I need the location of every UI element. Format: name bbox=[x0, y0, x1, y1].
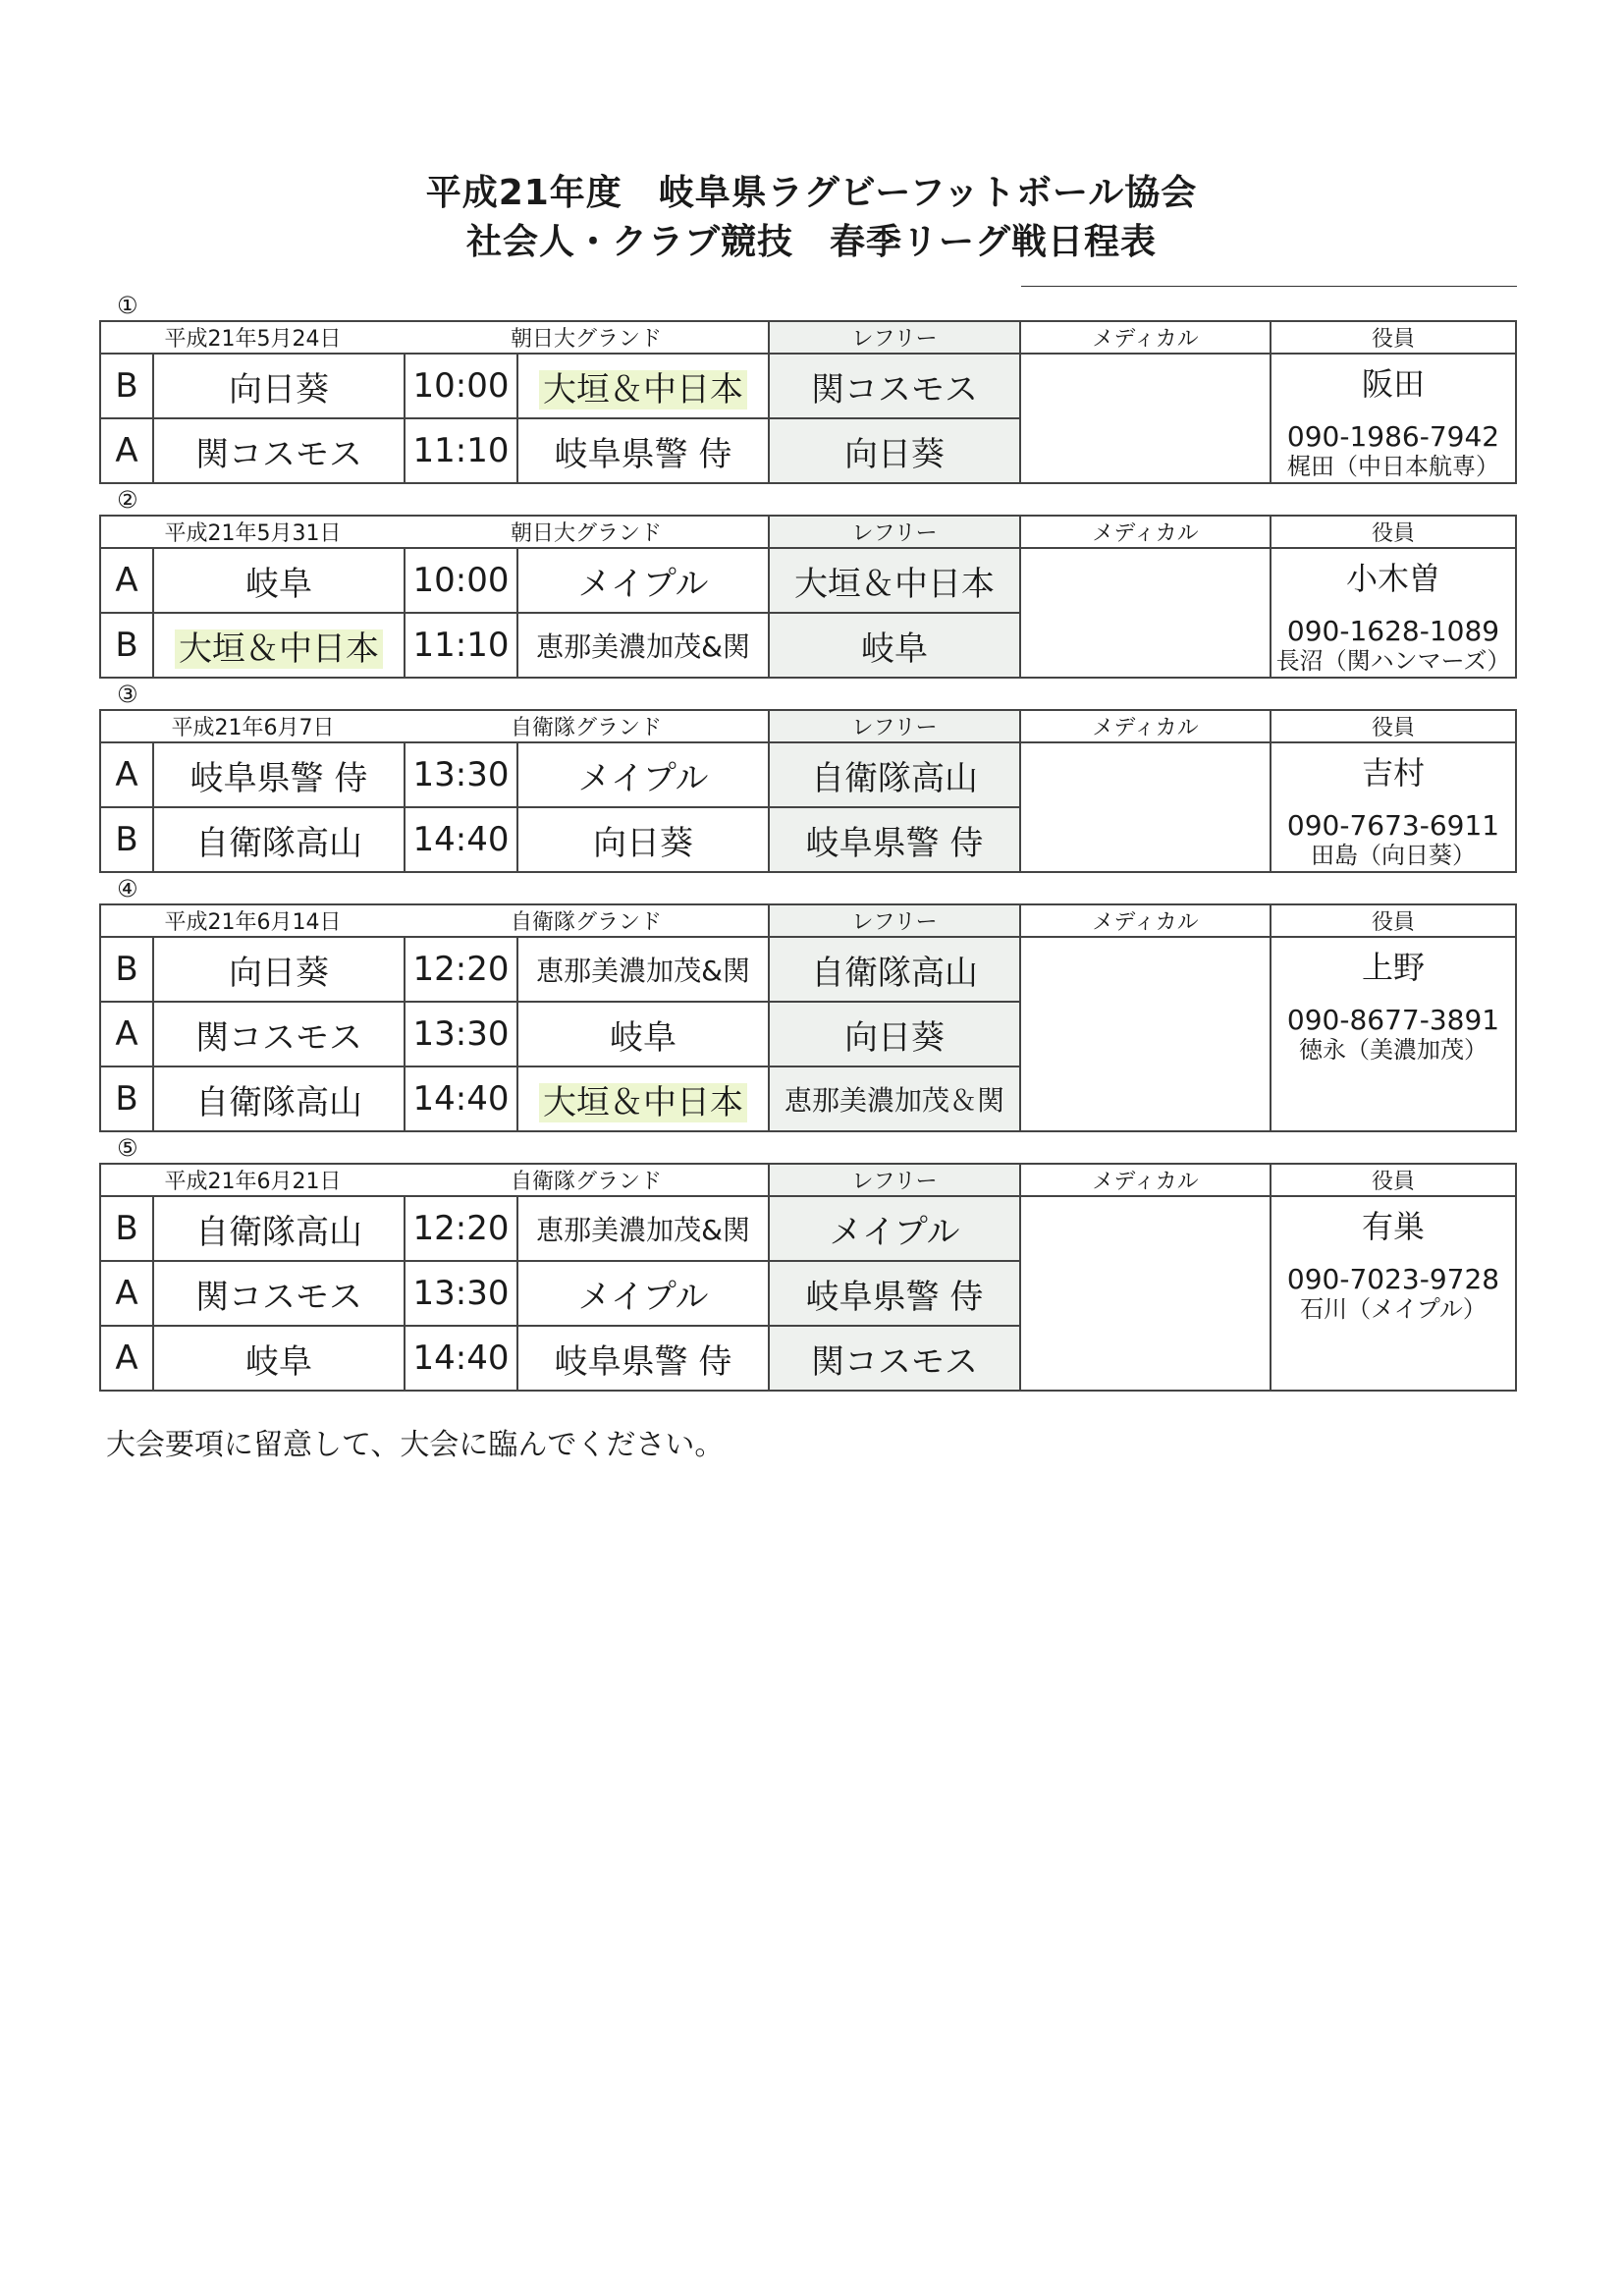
home-team: 関コスモス bbox=[153, 1002, 405, 1066]
division: B bbox=[100, 807, 153, 872]
officer-name: 上野 bbox=[1362, 949, 1426, 986]
referee-team: 向日葵 bbox=[769, 1002, 1020, 1066]
division: B bbox=[100, 937, 153, 1002]
kickoff-time: 12:20 bbox=[405, 937, 517, 1002]
venue: 自衛隊グランド bbox=[405, 710, 769, 742]
header-row bbox=[100, 321, 1516, 354]
officer-header: 役員 bbox=[1271, 904, 1516, 937]
match-row bbox=[100, 1196, 1516, 1261]
referee-header: レフリー bbox=[769, 516, 1020, 548]
officer-phone: 090-8677-3891 bbox=[1286, 1004, 1500, 1036]
referee-header: レフリー bbox=[769, 1164, 1020, 1196]
kickoff-time: 13:30 bbox=[405, 1002, 517, 1066]
round-number: ② bbox=[117, 486, 138, 514]
kickoff-time: 13:30 bbox=[405, 1261, 517, 1326]
match-date: 平成21年6月14日 bbox=[100, 904, 405, 937]
division: A bbox=[100, 1261, 153, 1326]
home-team: 関コスモス bbox=[153, 1261, 405, 1326]
officer-name: 吉村 bbox=[1362, 754, 1426, 792]
kickoff-time: 14:40 bbox=[405, 1326, 517, 1391]
division: A bbox=[100, 1002, 153, 1066]
officer-note: 田島（向日葵） bbox=[1311, 842, 1477, 869]
kickoff-time: 12:20 bbox=[405, 1196, 517, 1261]
round-number: ① bbox=[117, 292, 138, 319]
medical-header: メディカル bbox=[1020, 710, 1271, 742]
officer-note: 徳永（美濃加茂） bbox=[1299, 1036, 1488, 1064]
away-team: 向日葵 bbox=[517, 807, 769, 872]
referee-team: 岐阜県警 侍 bbox=[769, 807, 1020, 872]
home-team-label: 大垣＆中日本 bbox=[175, 629, 383, 669]
footer-note: 大会要項に留意して、大会に臨んでください。 bbox=[106, 1428, 725, 1462]
home-team: 岐阜 bbox=[153, 548, 405, 613]
away-team: メイプル bbox=[517, 548, 769, 613]
medical-cell bbox=[1020, 548, 1271, 678]
referee-team: 岐阜県警 侍 bbox=[769, 1261, 1020, 1326]
officer-header: 役員 bbox=[1271, 516, 1516, 548]
referee-team: 関コスモス bbox=[769, 1326, 1020, 1391]
away-team: 岐阜県警 侍 bbox=[517, 1326, 769, 1391]
kickoff-time: 13:30 bbox=[405, 742, 517, 807]
referee-team: 岐阜 bbox=[769, 613, 1020, 678]
away-team: 岐阜 bbox=[517, 1002, 769, 1066]
referee-team: 大垣＆中日本 bbox=[769, 548, 1020, 613]
match-row bbox=[100, 354, 1516, 418]
division: A bbox=[100, 548, 153, 613]
page-title: 平成21年度 岐阜県ラグビーフットボール協会 bbox=[425, 173, 1198, 213]
home-team: 向日葵 bbox=[153, 354, 405, 418]
away-team: メイプル bbox=[517, 742, 769, 807]
medical-cell bbox=[1020, 354, 1271, 483]
officer-phone: 090-7023-9728 bbox=[1286, 1263, 1500, 1295]
referee-header: レフリー bbox=[769, 904, 1020, 937]
away-team bbox=[517, 1066, 769, 1131]
away-team: 恵那美濃加茂&関 bbox=[517, 937, 769, 1002]
referee-header: レフリー bbox=[769, 710, 1020, 742]
officer-header: 役員 bbox=[1271, 321, 1516, 354]
kickoff-time: 11:10 bbox=[405, 418, 517, 483]
officer-note: 長沼（関ハンマーズ） bbox=[1275, 647, 1511, 675]
away-team-label: 大垣＆中日本 bbox=[539, 370, 747, 410]
kickoff-time: 10:00 bbox=[405, 354, 517, 418]
away-team: 恵那美濃加茂&関 bbox=[517, 613, 769, 678]
schedule-table bbox=[99, 1163, 1517, 1392]
officer-header: 役員 bbox=[1271, 710, 1516, 742]
officer-name: 有巣 bbox=[1362, 1208, 1426, 1245]
kickoff-time: 14:40 bbox=[405, 1066, 517, 1131]
venue: 朝日大グランド bbox=[405, 516, 769, 548]
home-team: 自衛隊高山 bbox=[153, 1196, 405, 1261]
officer-note: 梶田（中日本航専） bbox=[1287, 453, 1500, 480]
away-team: 恵那美濃加茂&関 bbox=[517, 1196, 769, 1261]
schedule-table bbox=[99, 320, 1517, 484]
officer-phone: 090-1986-7942 bbox=[1286, 420, 1500, 453]
officer-cell bbox=[1271, 937, 1516, 1131]
division: B bbox=[100, 613, 153, 678]
home-team: 自衛隊高山 bbox=[153, 807, 405, 872]
referee-team: メイプル bbox=[769, 1196, 1020, 1261]
page-subtitle: 社会人・クラブ競技 春季リーグ戦日程表 bbox=[465, 222, 1157, 262]
medical-cell bbox=[1020, 742, 1271, 872]
medical-header: メディカル bbox=[1020, 516, 1271, 548]
header-row bbox=[100, 1164, 1516, 1196]
officer-cell bbox=[1271, 354, 1516, 483]
match-date: 平成21年6月7日 bbox=[100, 710, 405, 742]
referee-team: 自衛隊高山 bbox=[769, 937, 1020, 1002]
home-team: 岐阜 bbox=[153, 1326, 405, 1391]
kickoff-time: 10:00 bbox=[405, 548, 517, 613]
division: B bbox=[100, 1196, 153, 1261]
away-team: メイプル bbox=[517, 1261, 769, 1326]
header-row bbox=[100, 904, 1516, 937]
venue: 自衛隊グランド bbox=[405, 904, 769, 937]
home-team bbox=[153, 613, 405, 678]
venue: 朝日大グランド bbox=[405, 321, 769, 354]
medical-header: メディカル bbox=[1020, 904, 1271, 937]
referee-team: 自衛隊高山 bbox=[769, 742, 1020, 807]
referee-header: レフリー bbox=[769, 321, 1020, 354]
home-team: 関コスモス bbox=[153, 418, 405, 483]
officer-header: 役員 bbox=[1271, 1164, 1516, 1196]
match-date: 平成21年6月21日 bbox=[100, 1164, 405, 1196]
schedule-table bbox=[99, 515, 1517, 679]
officer-phone: 090-7673-6911 bbox=[1286, 809, 1500, 842]
match-row bbox=[100, 548, 1516, 613]
match-row bbox=[100, 937, 1516, 1002]
signature-line bbox=[1021, 286, 1517, 287]
schedule-table bbox=[99, 903, 1517, 1132]
schedule-table bbox=[99, 709, 1517, 873]
header-row bbox=[100, 516, 1516, 548]
referee-team: 向日葵 bbox=[769, 418, 1020, 483]
officer-name: 阪田 bbox=[1362, 365, 1426, 403]
venue: 自衛隊グランド bbox=[405, 1164, 769, 1196]
division: B bbox=[100, 354, 153, 418]
referee-team: 恵那美濃加茂＆関 bbox=[769, 1066, 1020, 1131]
division: A bbox=[100, 1326, 153, 1391]
referee-team: 関コスモス bbox=[769, 354, 1020, 418]
round-number: ④ bbox=[117, 875, 138, 902]
division: B bbox=[100, 1066, 153, 1131]
round-number: ③ bbox=[117, 681, 138, 708]
officer-cell bbox=[1271, 548, 1516, 678]
medical-header: メディカル bbox=[1020, 321, 1271, 354]
medical-header: メディカル bbox=[1020, 1164, 1271, 1196]
officer-phone: 090-1628-1089 bbox=[1286, 615, 1500, 647]
medical-cell bbox=[1020, 1196, 1271, 1391]
division: A bbox=[100, 418, 153, 483]
officer-cell bbox=[1271, 742, 1516, 872]
kickoff-time: 14:40 bbox=[405, 807, 517, 872]
medical-cell bbox=[1020, 937, 1271, 1131]
away-team: 岐阜県警 侍 bbox=[517, 418, 769, 483]
match-row bbox=[100, 742, 1516, 807]
round-number: ⑤ bbox=[117, 1134, 138, 1162]
away-team bbox=[517, 354, 769, 418]
away-team-label: 大垣＆中日本 bbox=[539, 1083, 747, 1122]
officer-note: 石川（メイプル） bbox=[1300, 1295, 1487, 1323]
home-team: 岐阜県警 侍 bbox=[153, 742, 405, 807]
kickoff-time: 11:10 bbox=[405, 613, 517, 678]
division: A bbox=[100, 742, 153, 807]
home-team: 自衛隊高山 bbox=[153, 1066, 405, 1131]
officer-cell bbox=[1271, 1196, 1516, 1391]
officer-name: 小木曽 bbox=[1346, 560, 1441, 597]
match-date: 平成21年5月24日 bbox=[100, 321, 405, 354]
home-team: 向日葵 bbox=[153, 937, 405, 1002]
header-row bbox=[100, 710, 1516, 742]
match-date: 平成21年5月31日 bbox=[100, 516, 405, 548]
